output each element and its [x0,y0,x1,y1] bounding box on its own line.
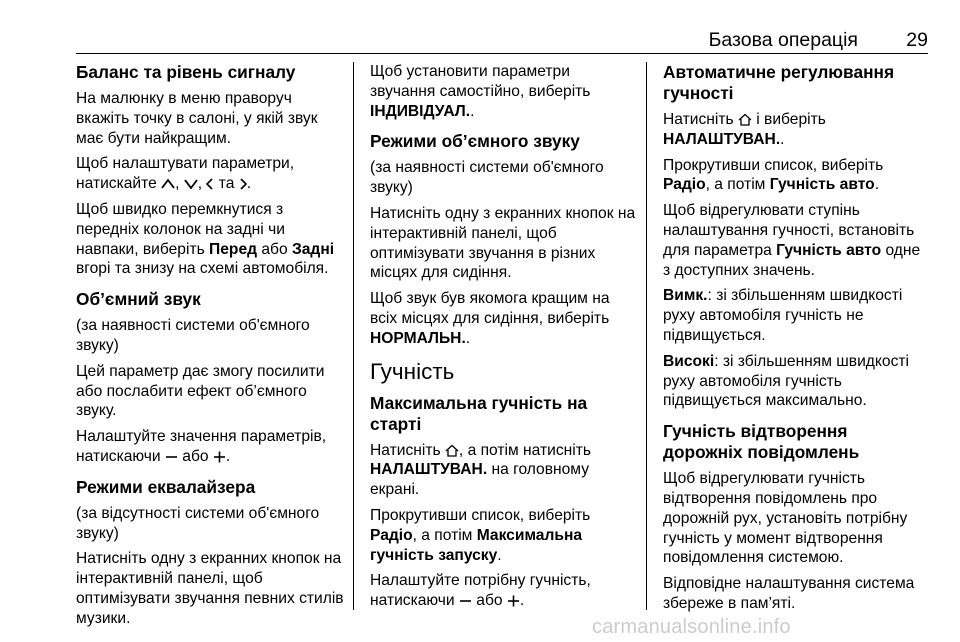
column-1 [76,62,348,635]
paragraph: Відповідне налаштування система збереже в пам’яті. [663,575,915,612]
paragraph: Щоб відрегулювати гучність відтворення повідомлень про дорожній рух, установіть потрібну гучність у момент відтворення повідомлення системою. [663,470,908,567]
minus-icon [459,595,472,607]
heading-equalizer: Режими еквалайзера [76,476,256,497]
page-number: 29 [906,29,928,51]
column-3 [663,62,931,620]
heading-surround-modes: Режими об’ємного звуку [370,131,580,152]
heading-traffic-volume: Гучність відтворення дорожніх повідомлень [663,421,860,463]
paragraph: Щоб швидко перемкнутися з передніх колонок на задні чи навпаки, виберіть Перед або Задні вгорі та знизу на схемі автомобіля. [76,200,335,278]
paragraph: Щоб звук був якомога кращим на всіх місцях для сидіння, виберіть НОРМАЛЬН.. [370,290,610,347]
heading-surround: Об’ємний звук [76,289,201,310]
paragraph: (за наявності системи об'ємного звуку) [370,159,604,197]
paragraph: Цей параметр дає змогу посилити або послабити ефект об’ємного звуку. [76,362,325,420]
chevron-right-icon [239,178,247,190]
paragraph: Натисніть , а потім натисніть НАЛАШТУВАН. на головному екрані. [370,441,591,499]
heading-max-startup-volume: Максимальна гучність на старті [370,392,588,434]
page-header [76,26,928,54]
paragraph: Натисніть і виберіть НАЛАШТУВАН.. [663,111,826,148]
home-icon [445,444,459,457]
home-icon [738,113,752,126]
column-2 [370,62,638,617]
paragraph: Налаштуйте потрібну гучність, натискаючи або . [370,572,591,610]
paragraph: Щоб установити параметри звучання самостійно, виберіть ІНДИВІДУАЛ.. [370,63,591,120]
chevron-down-icon [184,178,198,190]
watermark: carmanualsonline.info [592,616,791,638]
paragraph: Вимк.: зі збільшенням швидкості руху автомобіля гучність не підвищується. [663,287,903,344]
heading-balance: Баланс та рівень сигналу [76,62,296,82]
plus-icon [507,595,520,607]
paragraph: Щоб налаштувати параметри, натискайте , , та . [76,155,295,193]
paragraph: Натисніть одну з екранних кнопок на інтерактивній панелі, щоб оптимізувати звучання певних стилів музики. [76,550,344,627]
paragraph: Прокрутивши список, виберіть Радіо, а потім Гучність авто. [663,156,884,194]
heading-auto-volume: Автоматичне регулювання гучності [663,62,895,103]
paragraph: Прокрутивши список, виберіть Радіо, а потім Максимальна гучність запуску. [370,506,591,564]
paragraph: (за наявності системи об'ємного звуку) [76,317,310,354]
paragraph: Налаштуйте значення параметрів, натискаючи або . [76,428,327,465]
plus-icon [213,451,226,463]
minus-icon [165,451,178,463]
paragraph: Високі: зі збільшенням швидкості руху автомобіля гучність підвищується максимально. [663,352,909,410]
header-title: Базова операція [708,29,858,51]
chevron-up-icon [161,178,175,190]
column-divider-1 [353,62,354,610]
paragraph: На малюнку в меню праворуч вкажіть точку в салоні, у якій звук має бути найкращим. [76,90,318,147]
paragraph: (за відсутності системи об'ємного звуку) [76,504,320,542]
paragraph: Натисніть одну з екранних кнопок на інтерактивній панелі, щоб оптимізувати звучання в різних місцях для сидіння. [370,204,636,282]
heading-volume: Гучність [370,358,455,384]
column-divider-2 [646,62,647,610]
header-rule [76,53,928,54]
paragraph: Щоб відрегулювати ступінь налаштування гучності, встановіть для параметра Гучність авто одне з доступних значень. [663,202,921,279]
